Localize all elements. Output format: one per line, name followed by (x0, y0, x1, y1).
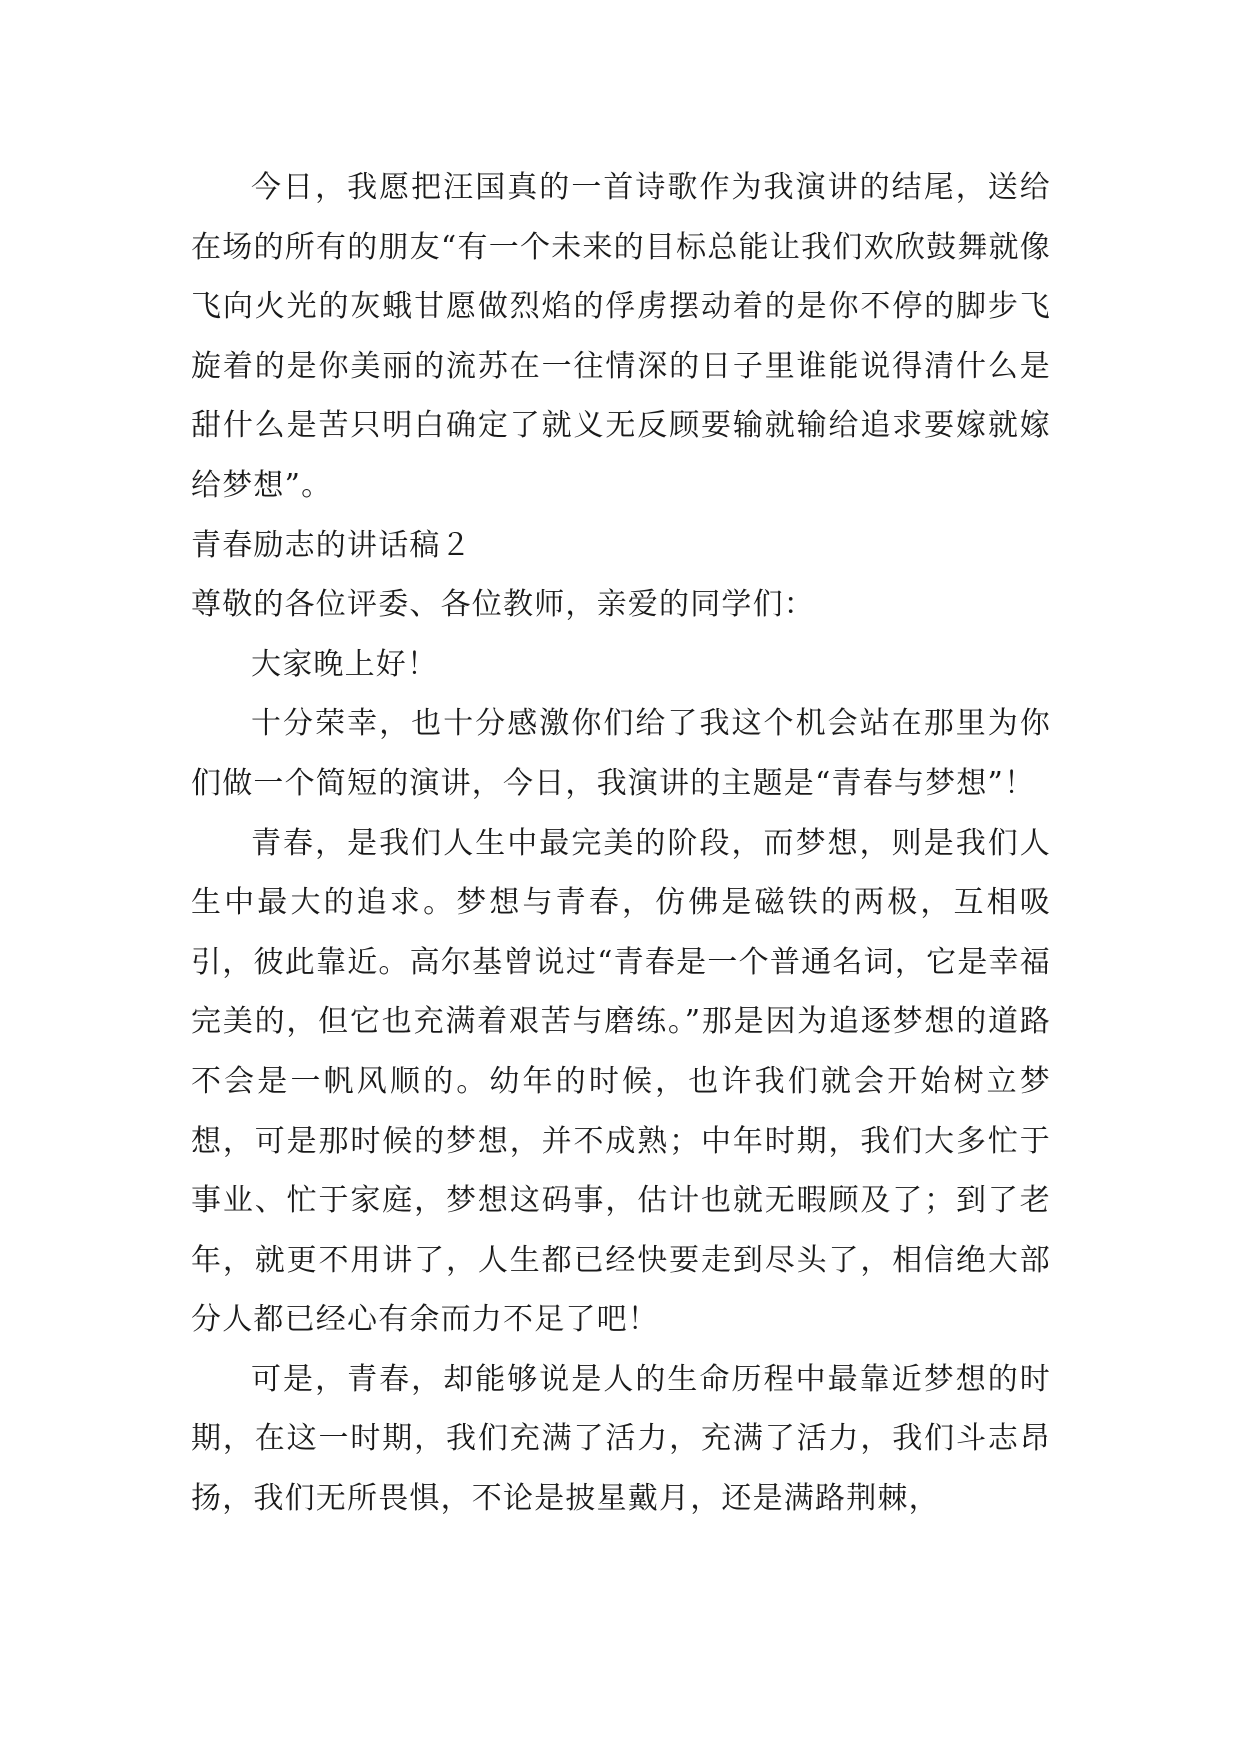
paragraph-intro: 十分荣幸，也十分感激你们给了我这个机会站在那里为你们做一个简短的演讲，今日，我演讲的主题是“青春与梦想”！ (191, 706, 1051, 801)
document-body (191, 158, 1051, 1529)
greeting: 大家晚上好！ (251, 646, 439, 682)
salutation: 尊敬的各位评委、各位教师，亲爱的同学们： (191, 587, 815, 623)
paragraph-youth-period: 可是，青春，却能够说是人的生命历程中最靠近梦想的时期，在这一时期，我们充满了活力，充满了活力，我们斗志昂扬，我们无所畏惧，不论是披星戴月，还是满路荆棘， (191, 1361, 1051, 1517)
paragraph-youth-dream: 青春，是我们人生中最完美的阶段，而梦想，则是我们人生中最大的追求。梦想与青春，仿佛是磁铁的两极，互相吸引，彼此靠近。高尔基曾说过“青春是一个普通名词，它是幸福完美的，但它也充满着艰苦与磨练。”那是因为追逐梦想的道路不会是一帆风顺的。幼年的时候，也许我们就会开始树立梦想，可是那时候的梦想，并不成熟；中年时期，我们大多忙于事业、忙于家庭，梦想这码事，估计也就无暇顾及了；到了老年，就更不用讲了，人生都已经快要走到尽头了，相信绝大部分人都已经心有余而力不足了吧！ (191, 825, 1051, 1338)
paragraph-closing-poem: 今日，我愿把汪国真的一首诗歌作为我演讲的结尾，送给在场的所有的朋友“有一个未来的目标总能让我们欢欣鼓舞就像飞向火光的灰蛾甘愿做烈焰的俘虏摆动着的是你不停的脚步飞旋着的是你美丽的流苏在一往情深的日子里谁能说得清什么是甜什么是苦只明白确定了就义无反顾要输就输给追求要嫁就嫁给梦想”。 (191, 170, 1051, 503)
section-heading: 青春励志的讲话稿２ (191, 527, 472, 563)
